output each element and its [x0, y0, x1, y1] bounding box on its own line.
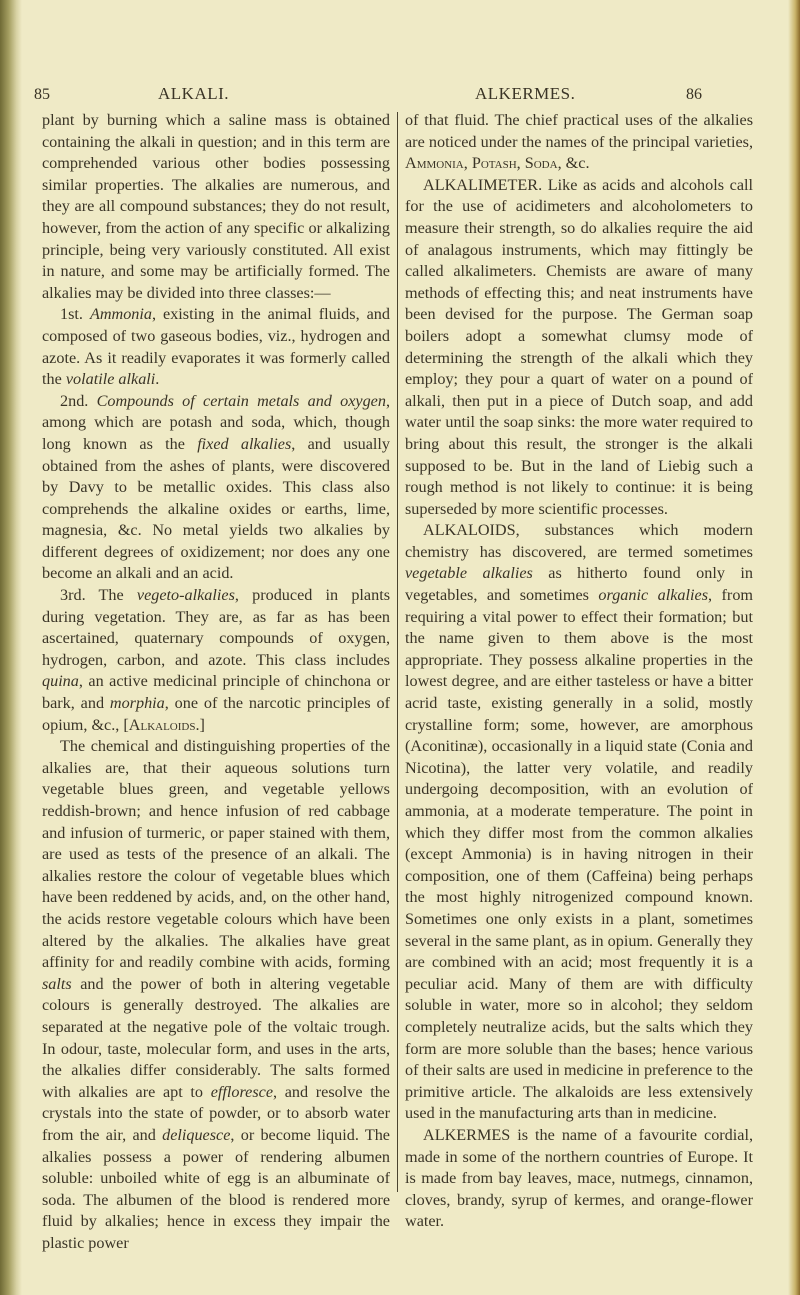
- text-run: , &c.: [557, 154, 590, 173]
- text-run: ALKALIMETER. Like as acids and alcohols call for the use of acidimeters and alcoholometers to measure their strength, so do alkalies require the aid of analagous instruments, which may fittingly be called alkalimeters. Chemists are aware of many methods of effecting this; and neat instruments have been devised for the purpose. The German soap boilers adopt a somewhat clumsy mode of determining the strength of the alkali which they employ; they pour a quart of water on a pound of alkali, then put in a piece of Dutch soap, and add water until the soap sinks: the more water required to bring about this result, the stronger is the alkali supposed to be. But in the land of Liebig such a rough method is not likely to continue: it is being superseded by more scientific processes.: [405, 175, 753, 518]
- italic-text: vegetable alkalies: [405, 564, 533, 583]
- text-run: , produced in plants during vegetation. They are, as far as has been ascertained, quaternary compounds of oxygen, hydrogen, carbon, and azote. This class includes: [42, 586, 390, 669]
- paragraph: [42, 304, 390, 390]
- left-page-number: 85: [34, 86, 50, 103]
- italic-text: morphia: [109, 694, 165, 713]
- italic-text: vegeto-alkalies: [136, 586, 235, 605]
- paragraph: [405, 520, 753, 1125]
- text-run: , or become liquid. The alkalies possess a power of rendering albumen soluble: unboiled white of egg is an albuminate of soda. The albumen of the blood is rendered more fluid by alkalies; hence in excess they impair the plastic power: [42, 1125, 390, 1252]
- text-run: as hitherto found only in vegetables, and sometimes: [405, 564, 753, 605]
- text-run: of that fluid. The chief practical uses of the alkalies are noticed under the names of the principal varieties,: [405, 111, 753, 151]
- italic-text: volatile alkali: [65, 370, 156, 389]
- italic-text: effloresce: [210, 1082, 274, 1101]
- left-running-head: ALKALI.: [158, 84, 230, 103]
- text-run: .: [155, 370, 160, 389]
- text-run: 2nd.: [60, 391, 97, 410]
- left-text-column: [42, 110, 390, 1254]
- paragraph: [405, 1125, 753, 1233]
- page-edge: [788, 0, 800, 1295]
- text-run: , existing in the animal fluids, and composed of two gaseous bodies, viz., hydrogen and azote. As it readily evaporates it was formerly called the: [42, 305, 390, 389]
- italic-text: salts: [42, 974, 72, 993]
- paragraph: [42, 391, 390, 585]
- paragraph: [42, 736, 390, 1254]
- text-run: ,: [463, 154, 472, 173]
- text-run: , one of the narcotic principles of opium, &c., [: [42, 694, 390, 734]
- italic-text: organic alkalies: [598, 586, 709, 605]
- text-run: .]: [195, 715, 205, 734]
- text-run: ,: [516, 154, 525, 173]
- text-run: ALKALOIDS, substances which modern chemistry has discovered, are termed sometimes: [405, 521, 753, 561]
- text-run: , an active medicinal principle of chinchona or bark, and: [42, 672, 390, 713]
- text-run: and the power of both in altering vegetable colours is generally destroyed. The alkalies are separated at the negative pole of the voltaic trough. In odour, taste, molecular form, and uses in the arts, the alkalies differ considerably. The salts formed with alkalies are apt to: [42, 974, 390, 1101]
- text-run: , and resolve the crystals into the state of powder, or to absorb water from the air, and: [42, 1082, 390, 1144]
- small-caps-text: Alkaloids: [128, 715, 196, 734]
- small-caps-text: Soda: [524, 154, 558, 173]
- right-page-number: 86: [686, 86, 702, 103]
- italic-text: fixed alkalies: [197, 434, 292, 453]
- paragraph: [405, 175, 753, 521]
- right-running-head: ALKERMES.: [475, 84, 576, 103]
- text-run: plant by burning which a saline mass is obtained containing the alkali in question; and in this term are comprehended various other bodies possessing similar properties. The alkalies are numerous, and they are all compound substances; they do not result, however, from the action of any specific or alkalizing principle, being very variously constituted. All exist in nature, and some may be artificially formed. The alkalies may be divided into three classes:—: [42, 111, 390, 302]
- small-caps-text: Potash: [471, 154, 517, 173]
- text-run: 1st.: [60, 305, 90, 324]
- small-caps-text: Ammonia: [405, 154, 464, 173]
- italic-text: deliquesce: [162, 1125, 231, 1144]
- text-run: , and usually obtained from the ashes of plants, were discovered by Davy to be metallic oxides. This class also comprehends the alkaline oxides or earths, lime, magnesia, &c. No metal yields two alkalies by different degrees of oxidizement; nor does any one become an alkali and an acid.: [42, 434, 390, 583]
- text-run: The chemical and distinguishing properties of the alkalies are, that their aqueous solutions turn vegetable blues green, and vegetable yellows reddish-brown; and hence infusion of red cabbage and infusion of turmeric, or paper stained with them, are used as tests of the presence of an alkali. The alkalies restore the colour of vegetable blues which have been reddened by acids, and, on the other hand, the acids restore vegetable colours which have been altered by the alkalies. The alkalies have great affinity for and readily combine with acids, forming: [42, 737, 390, 972]
- right-text-column: [405, 110, 753, 1233]
- paragraph: [405, 110, 753, 175]
- text-run: , from requiring a vital power to effect their formation; but the name given to them above is the most appropriate. They possess alkaline properties in the lowest degree, and are either tasteless or have a bitter acrid taste, existing generally in a solid, mostly crystalline form; some, however, are amorphous (Aconitinæ), occasionally in a liquid state (Conia and Nicotina), the latter very volatile, and readily undergoing decomposition, with an evolution of ammonia, at a moderate temperature. The point in which they differ most from the common alkalies (except Ammonia) is in having nitrogen in their composition, one of them (Caffeina) being perhaps the most highly nitrogenized compound known. Sometimes one only exists in a plant, sometimes several in the same plant, as in opium. Generally they are combined with an acid; most frequently it is a peculiar acid. Many of them are with difficulty soluble in water, more so in alcohol; they seldom completely neutralize acids, but the salts which they form are more soluble than the bases; hence various of their salts are used in medicine in preference to the primitive article. The alkaloids are less extensively used in the manufacturing arts than in medicine.: [405, 586, 754, 1123]
- italic-text: Compounds of certain metals and oxygen: [96, 391, 386, 410]
- book-binding-edge: [0, 0, 22, 1295]
- italic-text: Ammonia: [89, 305, 152, 324]
- paragraph: [42, 585, 390, 736]
- italic-text: quina: [42, 672, 79, 691]
- text-run: , among which are potash and soda, which, though long known as the: [42, 391, 391, 453]
- column-divider: [397, 112, 398, 1192]
- text-run: 3rd. The: [60, 586, 137, 605]
- text-run: ALKERMES is the name of a favourite cordial, made in some of the northern countries of Europe. It is made from bay leaves, mace, nutmegs, cinnamon, cloves, brandy, syrup of kermes, and orange-flower water.: [405, 1125, 753, 1231]
- paragraph: [42, 110, 390, 304]
